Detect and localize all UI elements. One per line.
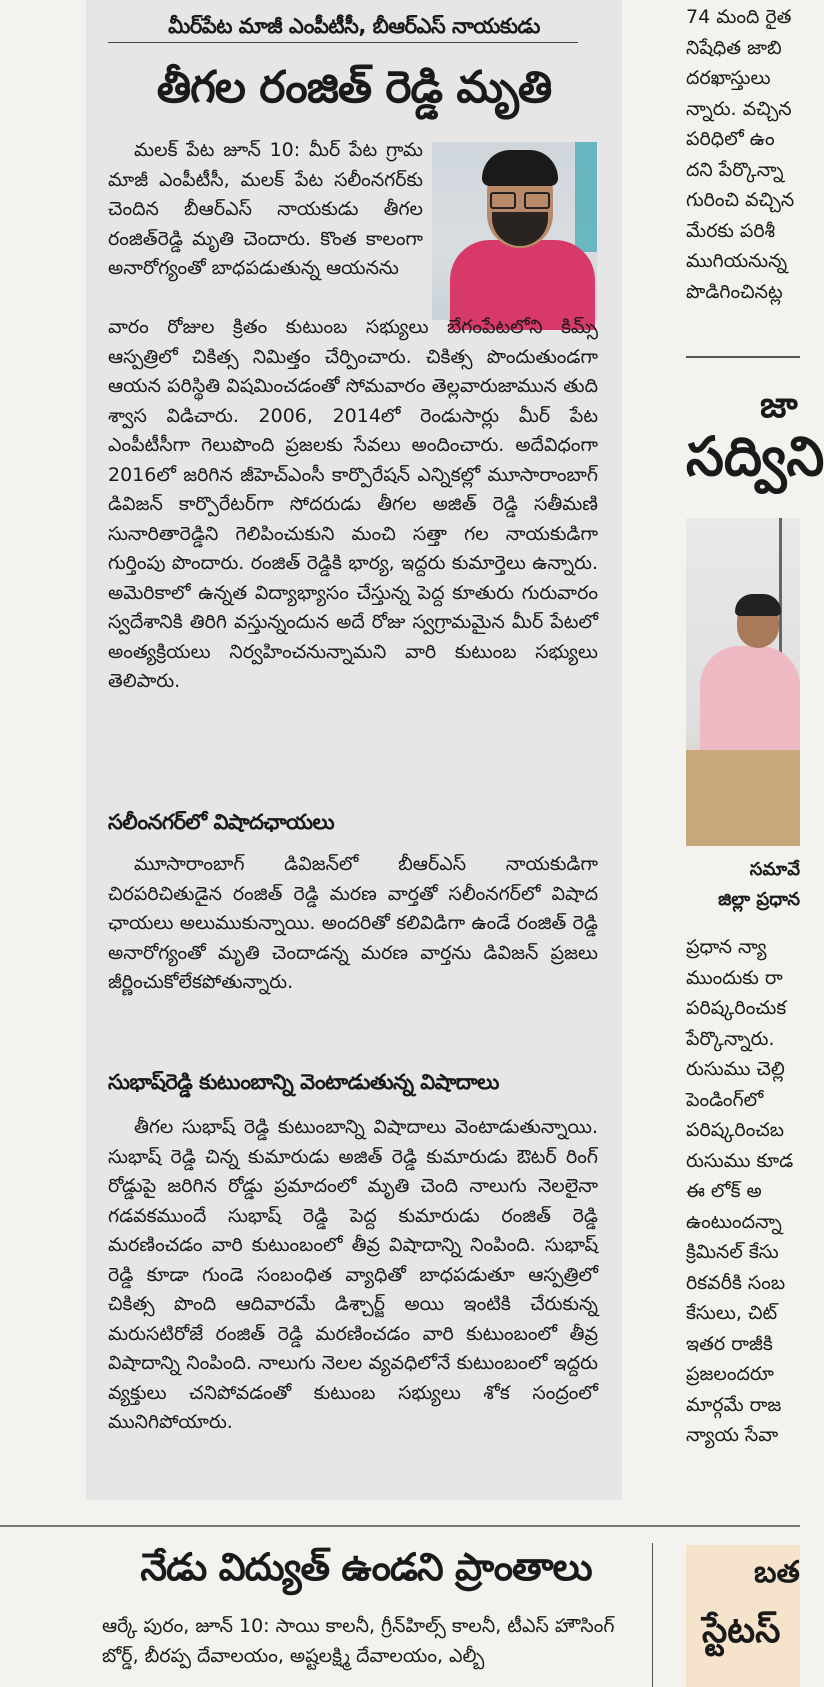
article-paragraph-2: మూసారాంబాగ్ డివిజన్‌లో బీఆర్ఎస్ నాయకుడిగా చిరపరిచితుడైన రంజిత్ రెడ్డి మరణ వార్తతో సలీంనగర్‌లో విషాద ఛాయలు అలుముకున్నాయి. అందరితో కలివిడిగా ఉండే రంజిత్ రెడ్డి అనారోగ్యంతో మృతి చెందాడన్న మరణ వార్తను డివిజన్ ప్రజలు జీర్ణించుకోలేకపోతున్నారు. (108, 853, 598, 993)
caption-line: సమావే (749, 859, 800, 880)
right-box-title-1: బత (754, 1555, 800, 1590)
subheading-subhash-reddy: సుభాష్‌రెడ్డి కుటుంబాన్ని వెంటాడుతున్న విషాదాలు (108, 1070, 499, 1094)
right-column-caption (686, 855, 800, 915)
right-column-text-top (686, 2, 794, 307)
rc-line: న్నారు. వచ్చిన (686, 97, 792, 120)
right-column-headline-1: జా (760, 385, 798, 426)
rc-line: పరిష్కరించబ (686, 1119, 785, 1141)
article-headline: తీగల రంజిత్ రెడ్డి మృతి (156, 62, 552, 113)
rc-line: క్రిమినల్ కేసు (686, 1241, 779, 1263)
rc-line: న్యాయ సేవా (686, 1424, 779, 1446)
photo-desk (686, 750, 800, 846)
rc-line: ముగియనున్న (686, 250, 788, 272)
kicker-rule (108, 42, 578, 43)
photo-background-accent (575, 142, 597, 252)
rc-line: ప్రధాన న్యా (686, 936, 767, 958)
rc-line: కేసులు, చిట్ (686, 1302, 778, 1324)
right-column-rule (686, 356, 800, 358)
photo-hair (482, 150, 558, 186)
rc-line: పేర్కొన్నారు. (686, 1027, 775, 1050)
right-column-photo (686, 518, 800, 846)
rc-line: రుసుము కూడ (686, 1149, 794, 1172)
article-paragraph-1-top: మలక్ పేట జూన్ 10: మీర్ పేట గ్రామ మాజీ ఎంపీటీసీ, మలక్ పేట సలీంనగర్‌కు చెందిన బీఆర్ఎస్ నాయకుడు తీగల రంజిత్‌రెడ్డి మృతి చెందారు. కొంత కాలంగా అనారోగ్యంతో బాధపడుతున్న ఆయనను (108, 139, 423, 279)
right-column-headline-2: సద్విని (686, 425, 824, 488)
section-separator (0, 1525, 800, 1527)
rc-line: పొడిగించినట్ల (686, 280, 783, 303)
photo-person-body (700, 646, 800, 756)
rc-line: ప్రజలందరూ (686, 1363, 774, 1385)
rc-line: దని పేర్కొన్నా (686, 158, 784, 181)
column-separator (652, 1543, 653, 1687)
rc-line: దరఖాస్తులు (686, 67, 771, 89)
photo-glasses-left (490, 192, 516, 209)
rc-line: గురించి వచ్చిన (686, 189, 795, 211)
rc-line: నిషేధిత జాబి (686, 36, 782, 59)
rc-line: ఇతర రాజీకి (686, 1332, 773, 1355)
rc-line: మేరకు పరిశీ (686, 219, 776, 242)
article-paragraph-3: తీగల సుభాష్ రెడ్డి కుటుంబాన్ని విషాదాలు వెంటాడుతున్నాయి. సుభాష్ రెడ్డి చిన్న కుమారుడు అజిత్ రెడ్డి కుమారుడు ఔటర్ రింగ్ రోడ్డుపై జరిగిన రోడ్డు ప్రమాదంలో మృతి చెంది నాలుగు నెలలైనా గడవకముందే సుభాష్ రెడ్డి పెద్ద కుమారుడు రంజిత్ రెడ్డి మరణించడం వారి కుటుంబంలో తీవ్ర విషాదాన్ని నింపింది. సుభాష్ రెడ్డి కూడా గుండె సంబంధిత వ్యాధితో బాధపడుతూ ఆస్పత్రిలో చికిత్స పొంది ఆదివారమే డిశ్చార్జ్ అయి ఇంటికి చేరుకున్న మరుసటిరోజే రంజిత్ రెడ్డి మరణించడం వారి కుటుంబంలో తీవ్ర విషాదాన్ని నింపింది. నాలుగు నెలల వ్యవధిలోనే కుటుంబంలో ఇద్దరు వ్యక్తులు చనిపోవడంతో కుటుంబ సభ్యులు శోక సంద్రంలో మునిగిపోయారు. (108, 1116, 598, 1433)
rc-line: రుసుము చెల్లి (686, 1058, 785, 1080)
subheading-saleemnagar: సలీంనగర్‌లో విషాదఛాయలు (108, 810, 335, 834)
rc-line: ముందుకు రా (686, 966, 783, 989)
rc-line: రికవరీకి సంబ (686, 1271, 786, 1294)
rc-line: ఉంటుందన్నా (686, 1210, 782, 1233)
right-box-title-2: స్టేటస్ (702, 1610, 781, 1651)
rc-line: ఈ లోక్ అ (686, 1180, 762, 1202)
caption-line: జిల్లా ప్రధాన (718, 889, 800, 910)
photo-person-hair (735, 594, 781, 616)
rc-line: పరిధిలో ఉం (686, 128, 775, 150)
right-column (686, 0, 824, 1500)
article-kicker: మీర్‌పేట మాజీ ఎంపీటీసీ, బీఆర్‌ఎస్ నాయకుడు (168, 14, 540, 38)
rc-line: 74 మంది రైత (686, 6, 792, 28)
article-paragraph-1-bottom: వారం రోజుల క్రితం కుటుంబ సభ్యులు బేగంపేటలోని కిమ్స్ ఆస్పత్రిలో చికిత్స నిమిత్తం చేర్పించారు. చికిత్స పొందుతుండగా ఆయన పరిస్థితి విషమించడంతో సోమవారం తెల్లవారుజామున తుది శ్వాస విడిచారు. 2006, 2014లో రెండుసార్లు మీర్ పేట ఎంపీటీసీగా గెలుపొంది ప్రజలకు సేవలు అందించారు. అదేవిధంగా 2016లో జరిగిన జీహెచ్ఎంసీ కార్పొరేషన్ ఎన్నికల్లో మూసారాంబాగ్ డివిజన్ కార్పొరేటర్‌గా సోదరుడు తీగల అజిత్ రెడ్డి సతీమణి సునారితారెడ్డిని గెలిపించుకుని మంచి సత్తా గల నాయకుడిగా గుర్తింపు పొందారు. రంజిత్ రెడ్డికి భార్య, ఇద్దరు కుమార్తెలు ఉన్నారు. అమెరికాలో ఉన్నత విద్యాభ్యాసం చేస్తున్న పెద్ద కూతురు గురువారం స్వదేశానికి తిరిగి వస్తున్నందున అదే రోజు స్వగ్రామమైన మీర్ పేటలో అంత్యక్రియలు నిర్వహించనున్నామని వారి కుటుంబ సభ్యులు తెలిపారు. (108, 316, 598, 692)
portrait-photo (432, 142, 597, 320)
power-outage-headline: నేడు విద్యుత్ ఉండని ప్రాంతాలు (140, 1545, 592, 1589)
photo-glasses-right (524, 192, 550, 209)
power-outage-text: ఆర్కే పురం, జూన్ 10: సాయి కాలనీ, గ్రీన్‌హిల్స్ కాలనీ, టీఎస్ హౌసింగ్ బోర్డ్, బీరప్ప దేవాలయం, అష్టలక్ష్మి దేవాలయం, ఎల్బీ (102, 1615, 615, 1667)
right-column-text-bottom (686, 932, 793, 1451)
rc-line: మార్గమే రాజ (686, 1393, 782, 1416)
rc-line: పెండింగ్‌లో (686, 1088, 764, 1111)
rc-line: పరిష్కరించుక (686, 997, 787, 1019)
